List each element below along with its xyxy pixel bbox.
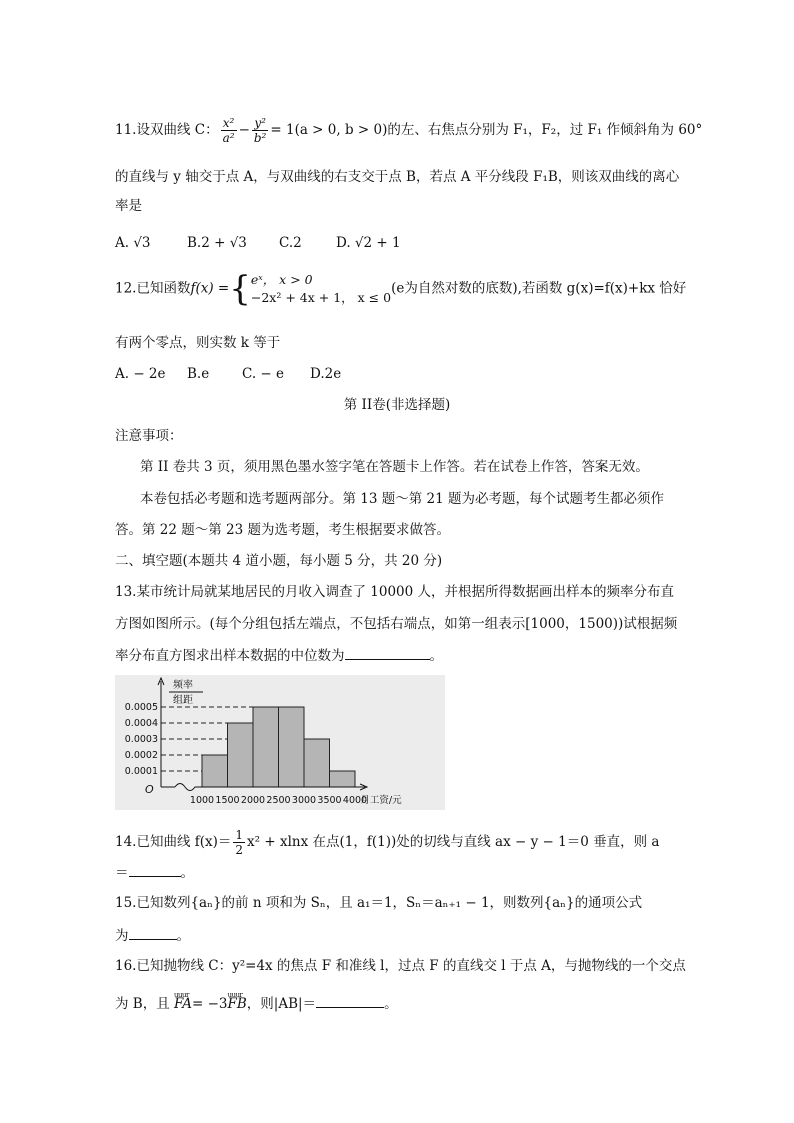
frequency-histogram <box>115 675 445 810</box>
q11-option-a: A. √3 <box>115 235 151 251</box>
q12-prefix: 12.已知函数 <box>115 280 191 297</box>
y-tick-label-4: 0.0004 <box>124 718 158 729</box>
section2-title: 第 II卷(非选择题) <box>343 397 451 413</box>
y-tick-label-3: 0.0003 <box>124 734 158 745</box>
histogram-bar-3500 <box>330 771 356 787</box>
x-tick-label-4000: 4000 <box>342 795 368 806</box>
q16-answer-blank[interactable] <box>316 993 384 1008</box>
q12-option-a: A. − 2e <box>115 366 166 382</box>
histogram-bar-2000 <box>253 707 279 787</box>
y-tick-label-1: 0.0001 <box>124 766 158 777</box>
y-tick-label-2: 0.0002 <box>124 750 158 761</box>
q12-suffix: (e为自然对数的底数),若函数 g(x)=f(x)+kx 恰好 <box>391 280 687 297</box>
q16-line2: 为 B，且 uuur FA= −3uuur FB，则|AB|＝ 。 <box>115 993 398 1014</box>
q12-option-b: B.e <box>187 366 210 382</box>
q11-line2: 的直线与 y 轴交于点 A，与双曲线的右支交于点 B，若点 A 平分线段 F₁B，则该双曲线的离心 <box>115 169 680 185</box>
histogram-bar-1500 <box>228 723 254 787</box>
origin-label: O <box>145 783 154 796</box>
q11-line3: 率是 <box>115 198 142 214</box>
q12-option-d: D.2e <box>310 366 342 382</box>
x-tick-label-3500: 3500 <box>317 795 342 806</box>
x-tick-label-3000: 3000 <box>291 795 317 806</box>
q11-frac-y: $\frac{\text{y²}}{\text{b²}}$ <box>253 116 267 145</box>
y-tick-label-5: 0.0005 <box>124 702 158 713</box>
notice-title: 注意事项： <box>115 428 183 444</box>
histogram-bar-1000 <box>202 755 228 787</box>
q12-brace: { <box>229 269 251 309</box>
q12-fx: f(x) = <box>190 280 230 297</box>
q11-prefix: 11.设双曲线 C： <box>115 122 219 138</box>
q14-answer-blank[interactable] <box>129 862 181 877</box>
q16-vector-fb: uuur FB <box>227 994 246 1014</box>
q13-answer-blank[interactable] <box>345 645 430 660</box>
q11-suffix: 的左、右焦点分别为 F₁，F₂，过 F₁ 作倾斜角为 60° <box>387 122 703 138</box>
y-axis-label-denominator: 组距 <box>173 695 193 706</box>
q16-line1: 16.已知抛物线 C：y²=4x 的焦点 F 和准线 l，过点 F 的直线交 l 于点 A，与抛物线的一个交点 <box>115 958 686 974</box>
q13-line3: 率分布直方图求出样本数据的中位数为 。 <box>115 645 443 666</box>
fill-in-section-title: 二、填空题(本题共 4 道小题，每小题 5 分，共 20 分) <box>115 553 443 569</box>
histogram-bar-3000 <box>304 739 330 787</box>
q11-options <box>115 233 401 253</box>
q11-frac-x: $\frac{\text{x²}}{\text{a²}}$ <box>222 116 235 145</box>
notice-paragraph-1: 第 II 卷共 3 页，须用黑色墨水签字笔在答题卡上作答。若在试卷上作答，答案无效。 <box>140 459 649 475</box>
q11-option-c: C.2 <box>279 235 302 251</box>
histogram-bar-2500 <box>279 707 305 787</box>
notice-paragraph-2b: 答。第 22 题～第 23 题为选考题，考生根据要求做答。 <box>115 522 451 538</box>
q12-cases: eˣ， x > 0 −2x² + 4x + 1， x ≤ 0 <box>250 272 392 305</box>
q14-line2: ＝ 。 <box>115 862 194 883</box>
y-axis-label-numerator: 频率 <box>173 680 193 691</box>
q15-line1: 15.已知数列{aₙ}的前 n 项和为 Sₙ，且 a₁＝1，Sₙ＝aₙ₊₁ − 1，则数列{aₙ}的通项公式 <box>115 895 643 911</box>
q14-line1: 14.已知曲线 f(x)＝ $\frac{1}{2}$ x² + xlnx 在点(1，f(1))处的切线与直线 ax − y − 1＝0 垂直，则 a <box>115 828 660 857</box>
q14-fraction: $\frac{1}{2}$ <box>235 828 244 857</box>
x-tick-label-2500: 2500 <box>266 795 291 806</box>
q12-option-c: C. − e <box>242 366 285 382</box>
q11-option-d: D. √2 + 1 <box>336 235 401 251</box>
q12-line1 <box>115 271 686 307</box>
x-tick-label-1000: 1000 <box>189 795 215 806</box>
x-tick-label-2000: 2000 <box>240 795 266 806</box>
q11-option-b: B.2 + √3 <box>187 235 247 251</box>
q13-line1: 13.某市统计局就某地居民的月收入调查了 10000 人，并根据所得数据画出样本的频率分布直 <box>115 584 674 600</box>
q11-line1: 11.设双曲线 C： $\frac{\text{x²}}{\text{a²}}$ − $\frac{\text{y²}}{\text{b²}}$ = 1(a > 0, b > 0)的左、右焦点分别为 F₁，F₂，过 F₁ 作倾斜角为 60° <box>115 116 703 145</box>
notice-paragraph-2a: 本卷包括必考题和选考题两部分。第 13 题～第 21 题为必考题，每个试题考生都必须作 <box>140 491 665 507</box>
q12-options <box>115 364 341 384</box>
x-tick-label-1500: 1500 <box>215 795 240 806</box>
q15-line2: 为 。 <box>115 925 190 946</box>
x-axis-label: 月工资/元 <box>360 795 402 806</box>
q13-line2: 方图如图所示。(每个分组包括左端点，不包括右端点，如第一组表示[1000，1500))试根据频 <box>115 616 678 632</box>
q12-line2: 有两个零点，则实数 k 等于 <box>115 335 281 351</box>
q16-vector-fa: uuur FA <box>174 994 192 1014</box>
q15-answer-blank[interactable] <box>129 925 177 940</box>
q11-condition: = 1(a > 0, b > 0) <box>270 122 388 138</box>
